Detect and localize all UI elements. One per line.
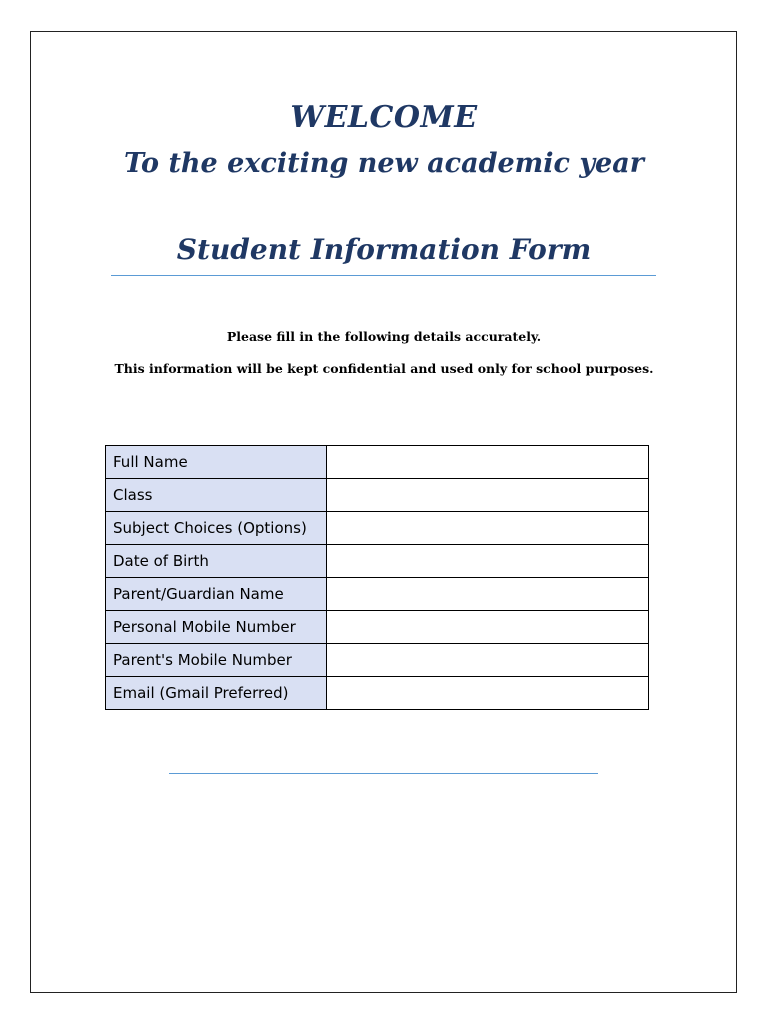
field-input-parent-guardian-name[interactable] (327, 578, 649, 611)
table-row (106, 545, 649, 578)
field-label-subject-choices: Subject Choices (Options) (106, 512, 327, 545)
field-label-email: Email (Gmail Preferred) (106, 677, 327, 710)
field-label-class: Class (106, 479, 327, 512)
field-input-full-name[interactable] (327, 446, 649, 479)
table-row (106, 512, 649, 545)
title-underline (111, 275, 656, 276)
instruction-line-1: Please fill in the following details accurately. (226, 329, 542, 344)
subtitle-heading: To the exciting new academic year (124, 148, 644, 179)
field-input-class[interactable] (327, 479, 649, 512)
field-input-email[interactable] (327, 677, 649, 710)
field-label-full-name: Full Name (106, 446, 327, 479)
field-input-parent-mobile[interactable] (327, 644, 649, 677)
welcome-heading: WELCOME (290, 100, 478, 135)
field-label-parent-mobile: Parent's Mobile Number (106, 644, 327, 677)
table-row (106, 644, 649, 677)
field-label-date-of-birth: Date of Birth (106, 545, 327, 578)
instruction-line-2: This information will be kept confidential and used only for school purposes. (114, 361, 654, 376)
student-info-table (105, 445, 649, 710)
field-label-parent-guardian-name: Parent/Guardian Name (106, 578, 327, 611)
table-row (106, 611, 649, 644)
form-title: Student Information Form (176, 233, 592, 266)
footer-rule (169, 773, 598, 774)
field-input-subject-choices[interactable] (327, 512, 649, 545)
table-row (106, 446, 649, 479)
table-row (106, 677, 649, 710)
table-row (106, 479, 649, 512)
table-row (106, 578, 649, 611)
field-label-personal-mobile: Personal Mobile Number (106, 611, 327, 644)
field-input-personal-mobile[interactable] (327, 611, 649, 644)
field-input-date-of-birth[interactable] (327, 545, 649, 578)
